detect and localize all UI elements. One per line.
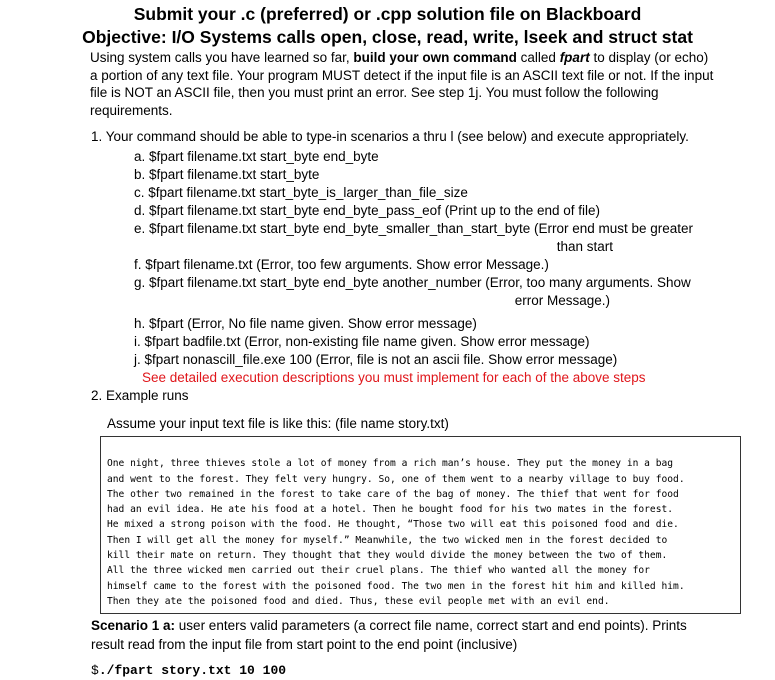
intro-text-1: Using system calls you have learned so far, [90, 50, 354, 65]
story-line: himself came to the forest with the poisoned food. The two men in the forest hit him and killed him. [107, 580, 685, 592]
objective-heading: Objective: I/O Systems calls open, close, read, write, lseek and struct stat [82, 27, 693, 47]
story-line: One night, three thieves stole a lot of money from a rich man’s house. They put the money in a bag [107, 458, 674, 470]
scenario-description: user enters valid parameters (a correct file name, correct start and end points). Prints result read from the input file from start point to the end point (inclusive) [91, 618, 687, 653]
list-item-j: j. $fpart nonascill_file.exe 100 (Error, file is not an ascii file. Show error message) [134, 352, 618, 367]
command-prompt: $ [91, 663, 99, 679]
story-line: had an evil idea. He ate his food at a hotel. Then he bought food for his two mates in the forest. [107, 504, 674, 516]
list-item-c: c. $fpart filename.txt start_byte_is_larger_than_file_size [134, 185, 468, 200]
intro-text-3: to display (or echo) a portion of any text file. Your program MUST detect if the input file is an ASCII text file or not. If the input file is NOT an ASCII file, then you must print an error. See step 1j. You must follow the following requirements. [90, 50, 714, 118]
list-item-i: i. $fpart badfile.txt (Error, non-existing file name given. Show error message) [134, 334, 590, 349]
step-2-text: 2. Example runs [91, 388, 189, 403]
story-line: He mixed a strong poison with the food. He thought, “Those two will eat this poisoned food and die. [107, 519, 679, 531]
list-item-g-text: g. $fpart filename.txt start_byte end_byte another_number (Error, too many arguments. Show [134, 275, 691, 290]
scenario-1a-text [91, 616, 775, 654]
list-item-e-continuation: than start [556, 239, 613, 254]
story-text-box [100, 436, 741, 614]
list-item-d: d. $fpart filename.txt start_byte end_byte_pass_eof (Print up to the end of file) [134, 203, 601, 218]
story-line: Then I will get all the money for myself.” Meanwhile, the two wicked men in the forest decided to [107, 534, 668, 546]
list-item-a: a. $fpart filename.txt start_byte end_byte [134, 149, 379, 164]
list-item-g-continuation: error Message.) [514, 293, 610, 308]
story-line: and went to the forest. They felt very hungry. So, one of them went to a nearby village to buy food. [107, 473, 685, 485]
scenario-label: Scenario 1 a: [91, 618, 176, 634]
step-1-text: 1. Your command should be able to type-in scenarios a thru l (see below) and execute appropriately. [91, 129, 689, 144]
list-item-b: b. $fpart filename.txt start_byte [134, 167, 320, 182]
assume-text: Assume your input text file is like this: (file name story.txt) [107, 416, 449, 431]
story-line: All the three wicked men carried out their cruel plans. The thief who wanted all the money for [107, 565, 650, 577]
story-line: The other two remained in the forest to take care of the bag of money. The thief that went for food [107, 488, 679, 500]
list-item-g [134, 274, 775, 310]
example-command [91, 662, 775, 680]
intro-text-2: called [516, 50, 560, 65]
scenario-list [0, 148, 775, 387]
intro-paragraph [0, 49, 775, 119]
implementation-note: See detailed execution descriptions you must implement for each of the above steps [142, 370, 646, 385]
list-item-h: h. $fpart (Error, No file name given. Show error message) [134, 316, 477, 331]
list-item-e [134, 220, 775, 256]
list-item-f: f. $fpart filename.txt (Error, too few arguments. Show error Message.) [134, 257, 549, 272]
command-text: ./fpart story.txt 10 100 [98, 663, 287, 679]
story-line: kill their mate on return. They thought that they would divide the money between the two of them. [107, 550, 668, 562]
story-line: Then they ate the poisoned food and died. Thus, these evil people met with an evil end. [107, 595, 610, 607]
intro-bold-phrase: build your own command [353, 50, 517, 65]
list-item-e-text: e. $fpart filename.txt start_byte end_byte_smaller_than_start_byte (Error end must be greater [134, 221, 694, 236]
page-title: Submit your .c (preferred) or .cpp solution file on Blackboard [133, 4, 642, 24]
intro-command-name: fpart [559, 50, 590, 65]
